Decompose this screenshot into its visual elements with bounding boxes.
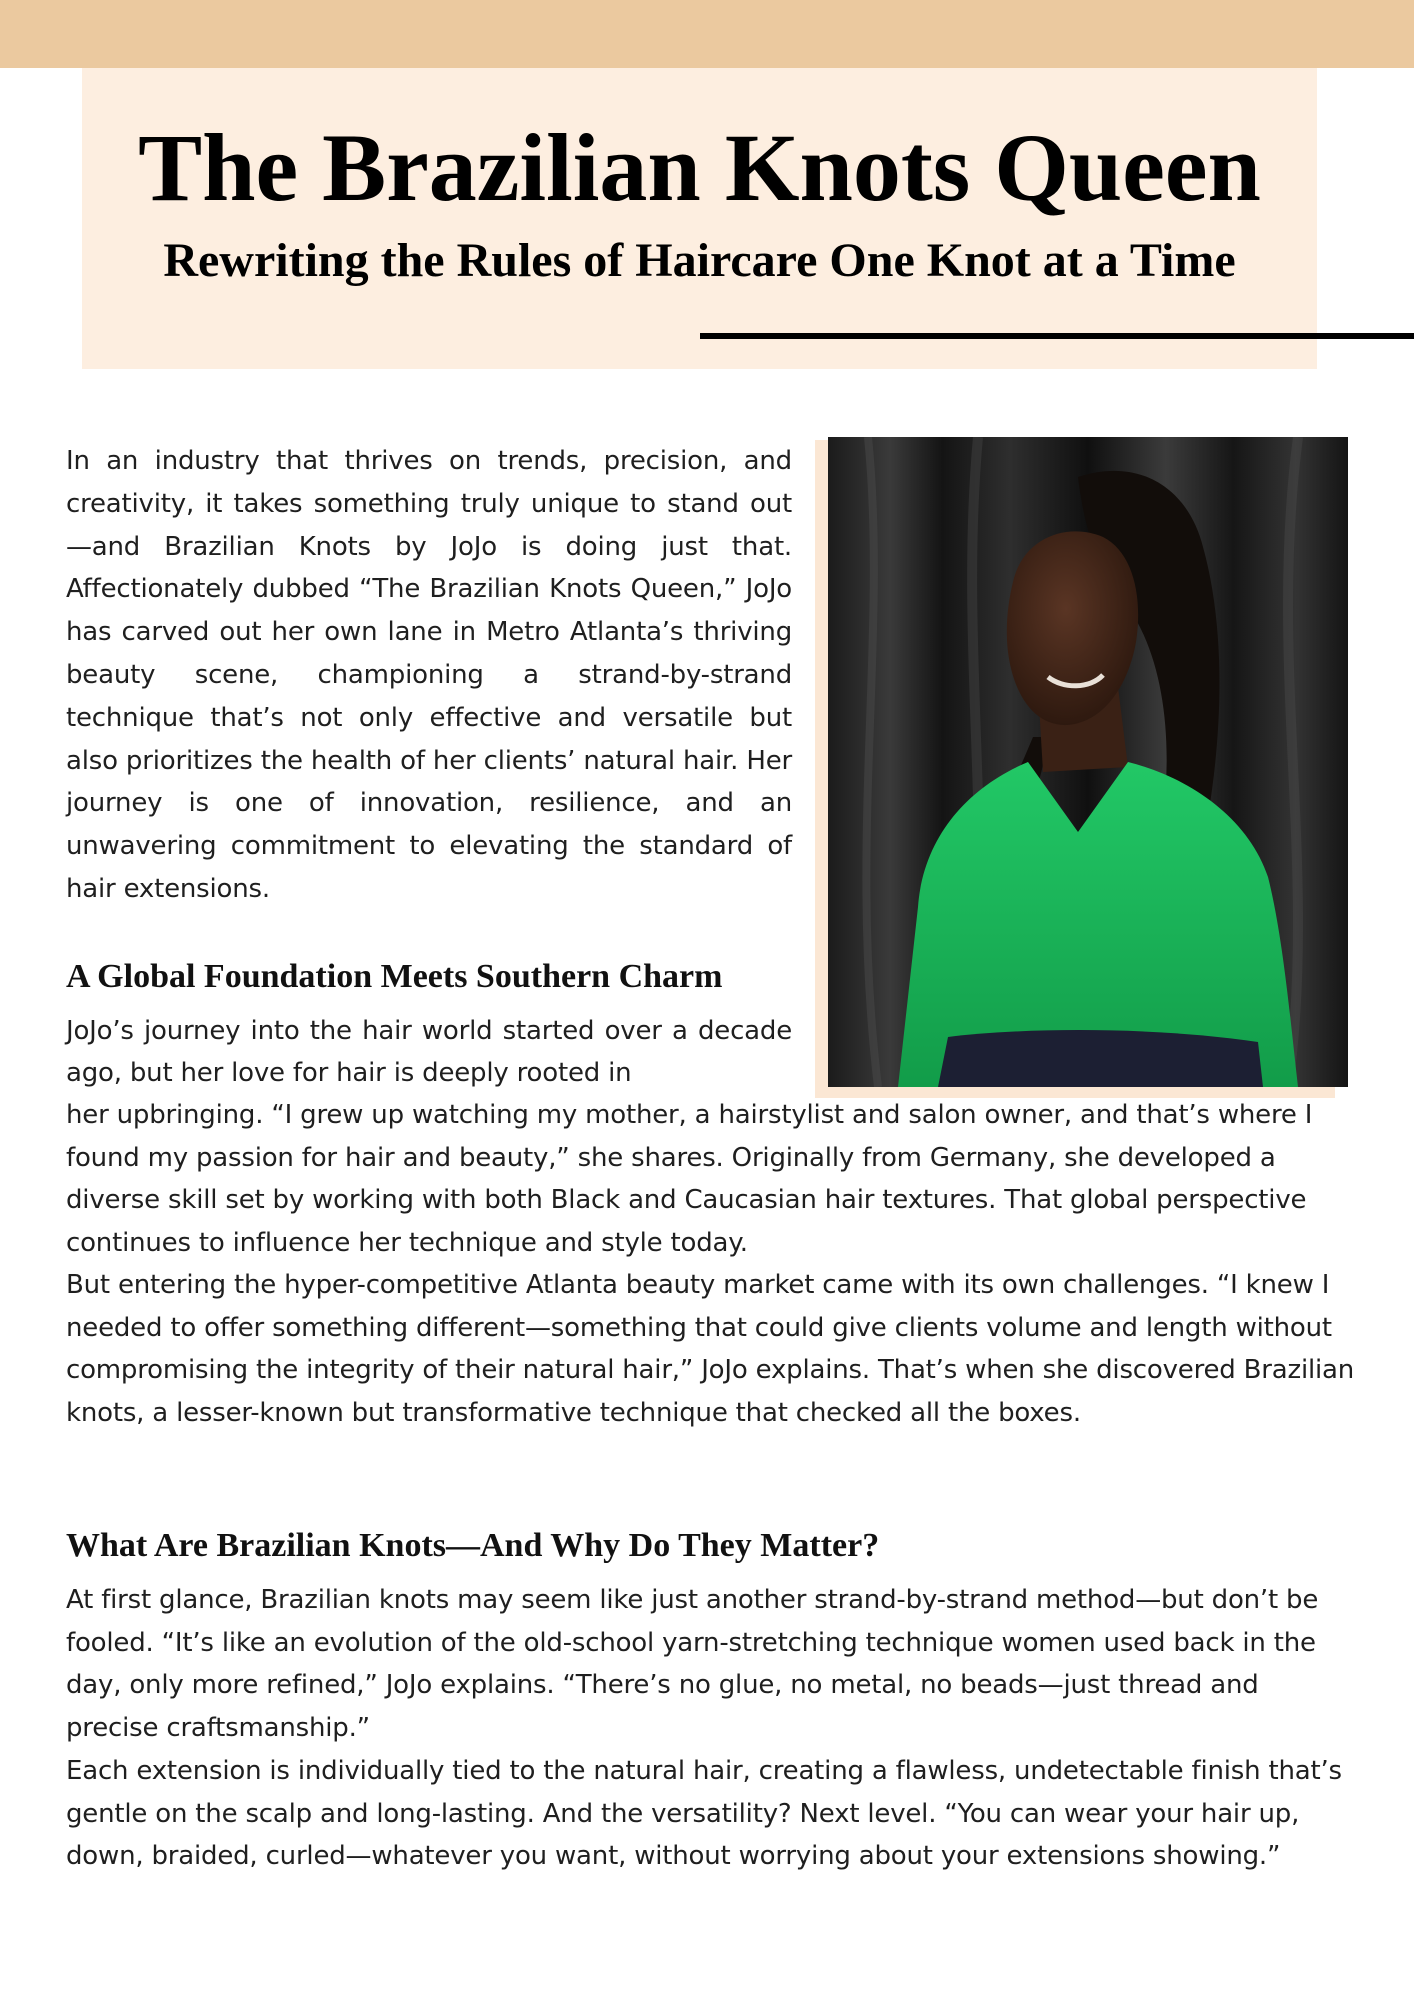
section2-paragraph-2: Each extension is individually tied to the natural hair, creating a flawless, undetectable finish that’s gentle on the scalp and long-lasting. And the versatility? Next level. “You can wear your hair up, down, braided, curled—whatever you want, without worrying about your extensions showing.”	[66, 1756, 1342, 1871]
waist-sash	[938, 1030, 1263, 1087]
section-heading-what-are-knots: What Are Brazilian Knots—And Why Do They Matter?	[66, 1527, 880, 1564]
intro-paragraph: In an industry that thrives on trends, precision, and creativity, it takes something truly unique to stand out—and Brazilian Knots by JoJo is doing just that. Affectionately dubbed “The Brazilian Knots Queen,” JoJo has carved out her own lane in Metro Atlanta’s thriving beauty scene, championing a strand-by-strand technique that’s not only effective and versatile but also prioritizes the health of her clients’ natural hair. Her journey is one of innovation, resilience, and an unwavering commitment to elevating the standard of hair extensions.	[66, 446, 792, 904]
section1-paragraph-2: But entering the hyper-competitive Atlanta beauty market came with its own challenges. “I knew I needed to offer something different—something that could give clients volume and length without compromising the integrity of their natural hair,” JoJo explains. That’s when she discovered Brazilian knots, a lesser-known but transformative technique that checked all the boxes.	[66, 1270, 1355, 1428]
top-color-band	[0, 0, 1414, 68]
title-underline-rule	[700, 333, 1414, 339]
section1-paragraph-continued: her upbringing. “I grew up watching my mother, a hairstylist and salon owner, and that’s where I found my passion for hair and beauty,” she shares. Originally from Germany, she developed a diverse skill set by working with both Black and Caucasian hair textures. That global perspective continues to influence her technique and style today.	[66, 1100, 1313, 1258]
portrait-photo	[828, 437, 1348, 1087]
section1-paragraph-lead: JoJo’s journey into the hair world started over a decade ago, but her love for hair is deeply rooted in	[66, 1016, 792, 1088]
page-title: The Brazilian Knots Queen	[138, 114, 1261, 221]
section-heading-global-foundation: A Global Foundation Meets Southern Charm	[66, 958, 723, 995]
title-panel	[82, 68, 1317, 369]
section2-paragraph-1: At first glance, Brazilian knots may seem like just another strand-by-strand method—but don’t be fooled. “It’s like an evolution of the old-school yarn-stretching technique women used back in the day, only more refined,” JoJo explains. “There’s no glue, no metal, no beads—just thread and precise craftsmanship.”	[66, 1585, 1319, 1743]
page-subtitle: Rewriting the Rules of Haircare One Knot at a Time	[163, 234, 1236, 287]
